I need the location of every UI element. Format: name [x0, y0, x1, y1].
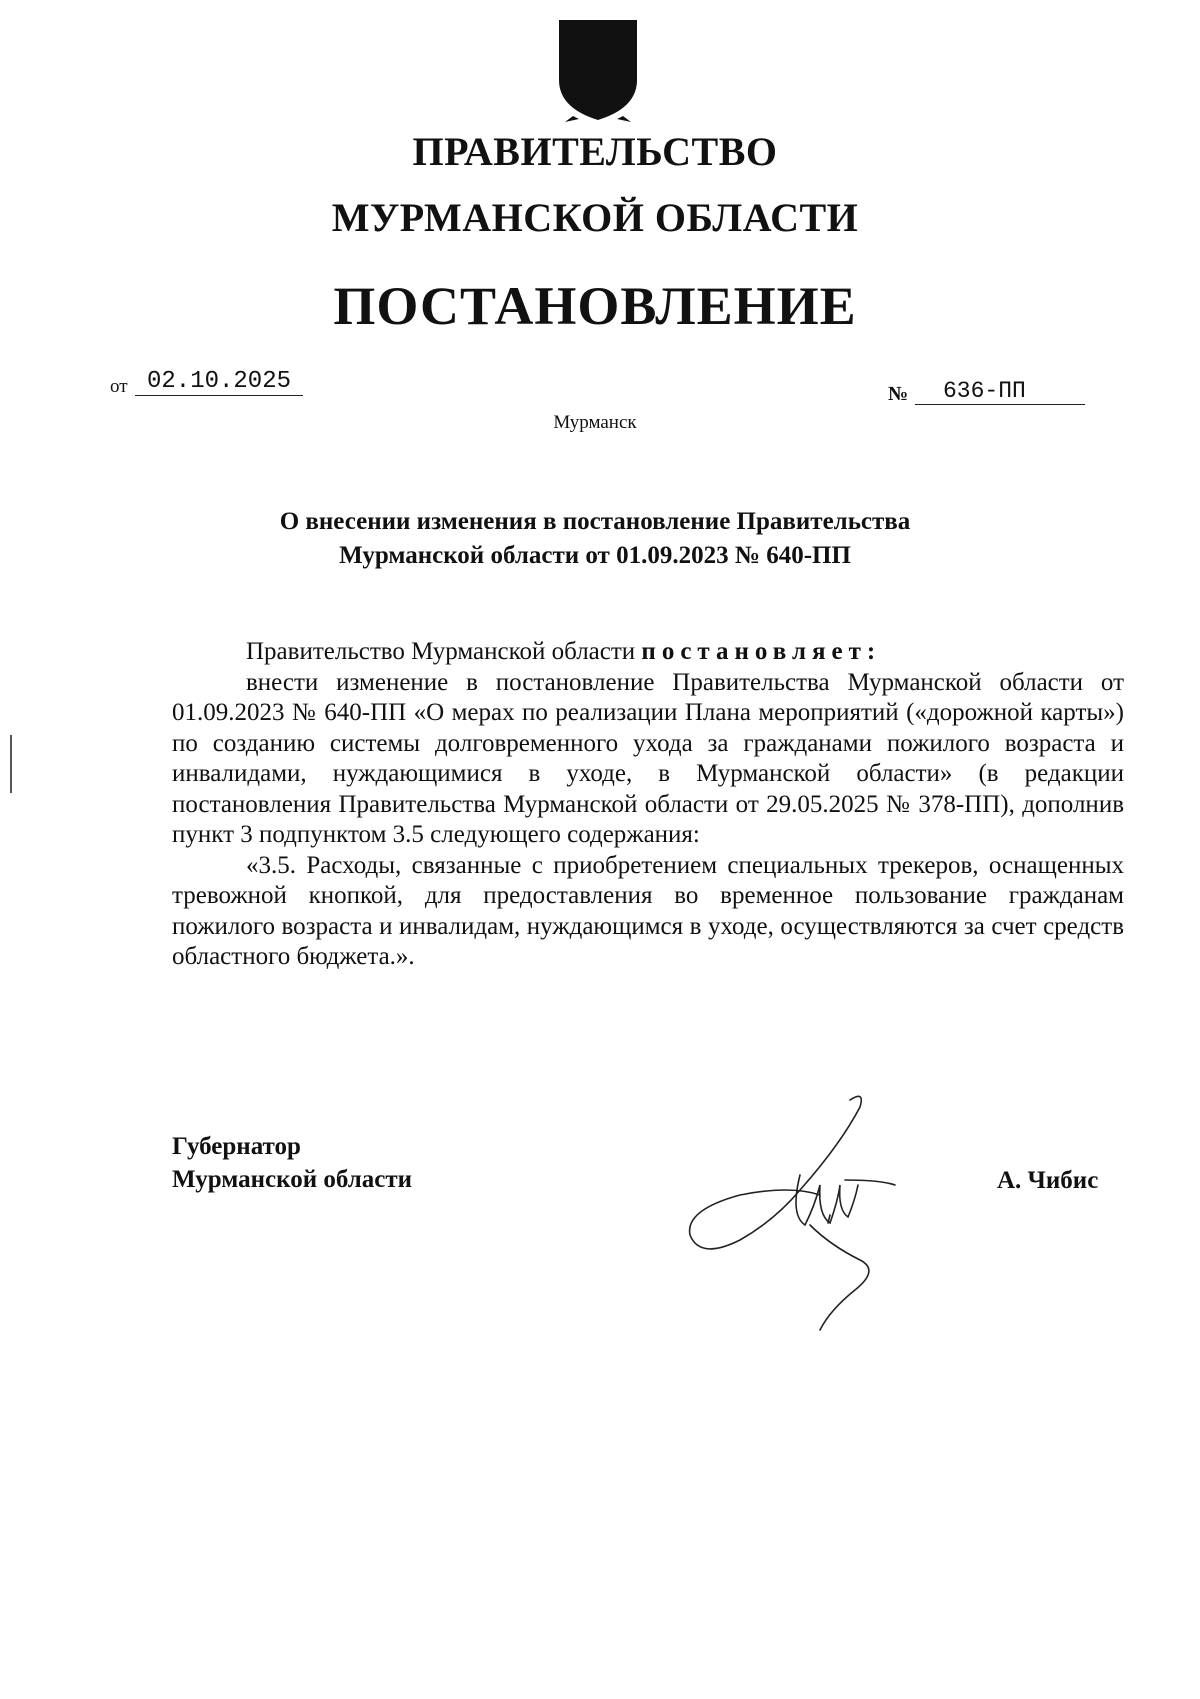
document-body: [172, 637, 1124, 973]
title-line1: О внесении изменения в постановление Правительства: [279, 508, 911, 535]
city: Мурманск: [553, 412, 637, 433]
position-line2: Мурманской области: [172, 1166, 413, 1193]
document-type: ПОСТАНОВЛЕНИЕ: [333, 276, 857, 336]
document-date: 02.10.2025: [135, 368, 303, 396]
resolution-intro: [172, 637, 1124, 668]
org-name-line2: МУРМАНСКОЙ ОБЛАСТИ: [331, 195, 859, 240]
number-label: №: [888, 383, 909, 405]
coat-of-arms-icon: [555, 18, 641, 122]
signer-position: [172, 1130, 412, 1196]
date-label: от: [110, 376, 128, 397]
resolves-word: постановляет:: [641, 638, 882, 665]
paragraph-2: «3.5. Расходы, связанные с приобретением специальных трекеров, оснащенных тревожной кнопкой, для предоставления во временное пользование гражданам пожилого возраста и инвалидам, нуждающимся в уходе, осуществляются за счет средств областного бюджета.».: [172, 851, 1124, 970]
title-line2: Мурманской области от 01.09.2023 № 640-ПП: [339, 542, 851, 569]
org-name-line1: ПРАВИТЕЛЬСТВО: [412, 129, 778, 174]
paragraph-1: внести изменение в постановление Правительства Мурманской области от 01.09.2023 № 640-ПП «О мерах по реализации Плана мероприятий («дорожной карты») по созданию системы долговременного ухода за гражданами пожилого возраста и инвалидами, нуждающимися в уходе, в Мурманской области» (в редакции постановления Правительства Мурманской области от 29.05.2025 № 378-ПП), дополнив пункт 3 подпунктом 3.5 следующего содержания:: [172, 668, 1124, 848]
intro-text: Правительство Мурманской области: [246, 638, 642, 665]
document-number: 636-ПП: [915, 378, 1085, 405]
document-title: [0, 505, 1190, 573]
position-line1: Губернатор: [172, 1133, 301, 1160]
signature-icon: [680, 1085, 940, 1335]
signer-name: А. Чибис: [997, 1167, 1099, 1194]
margin-mark: [10, 735, 12, 793]
